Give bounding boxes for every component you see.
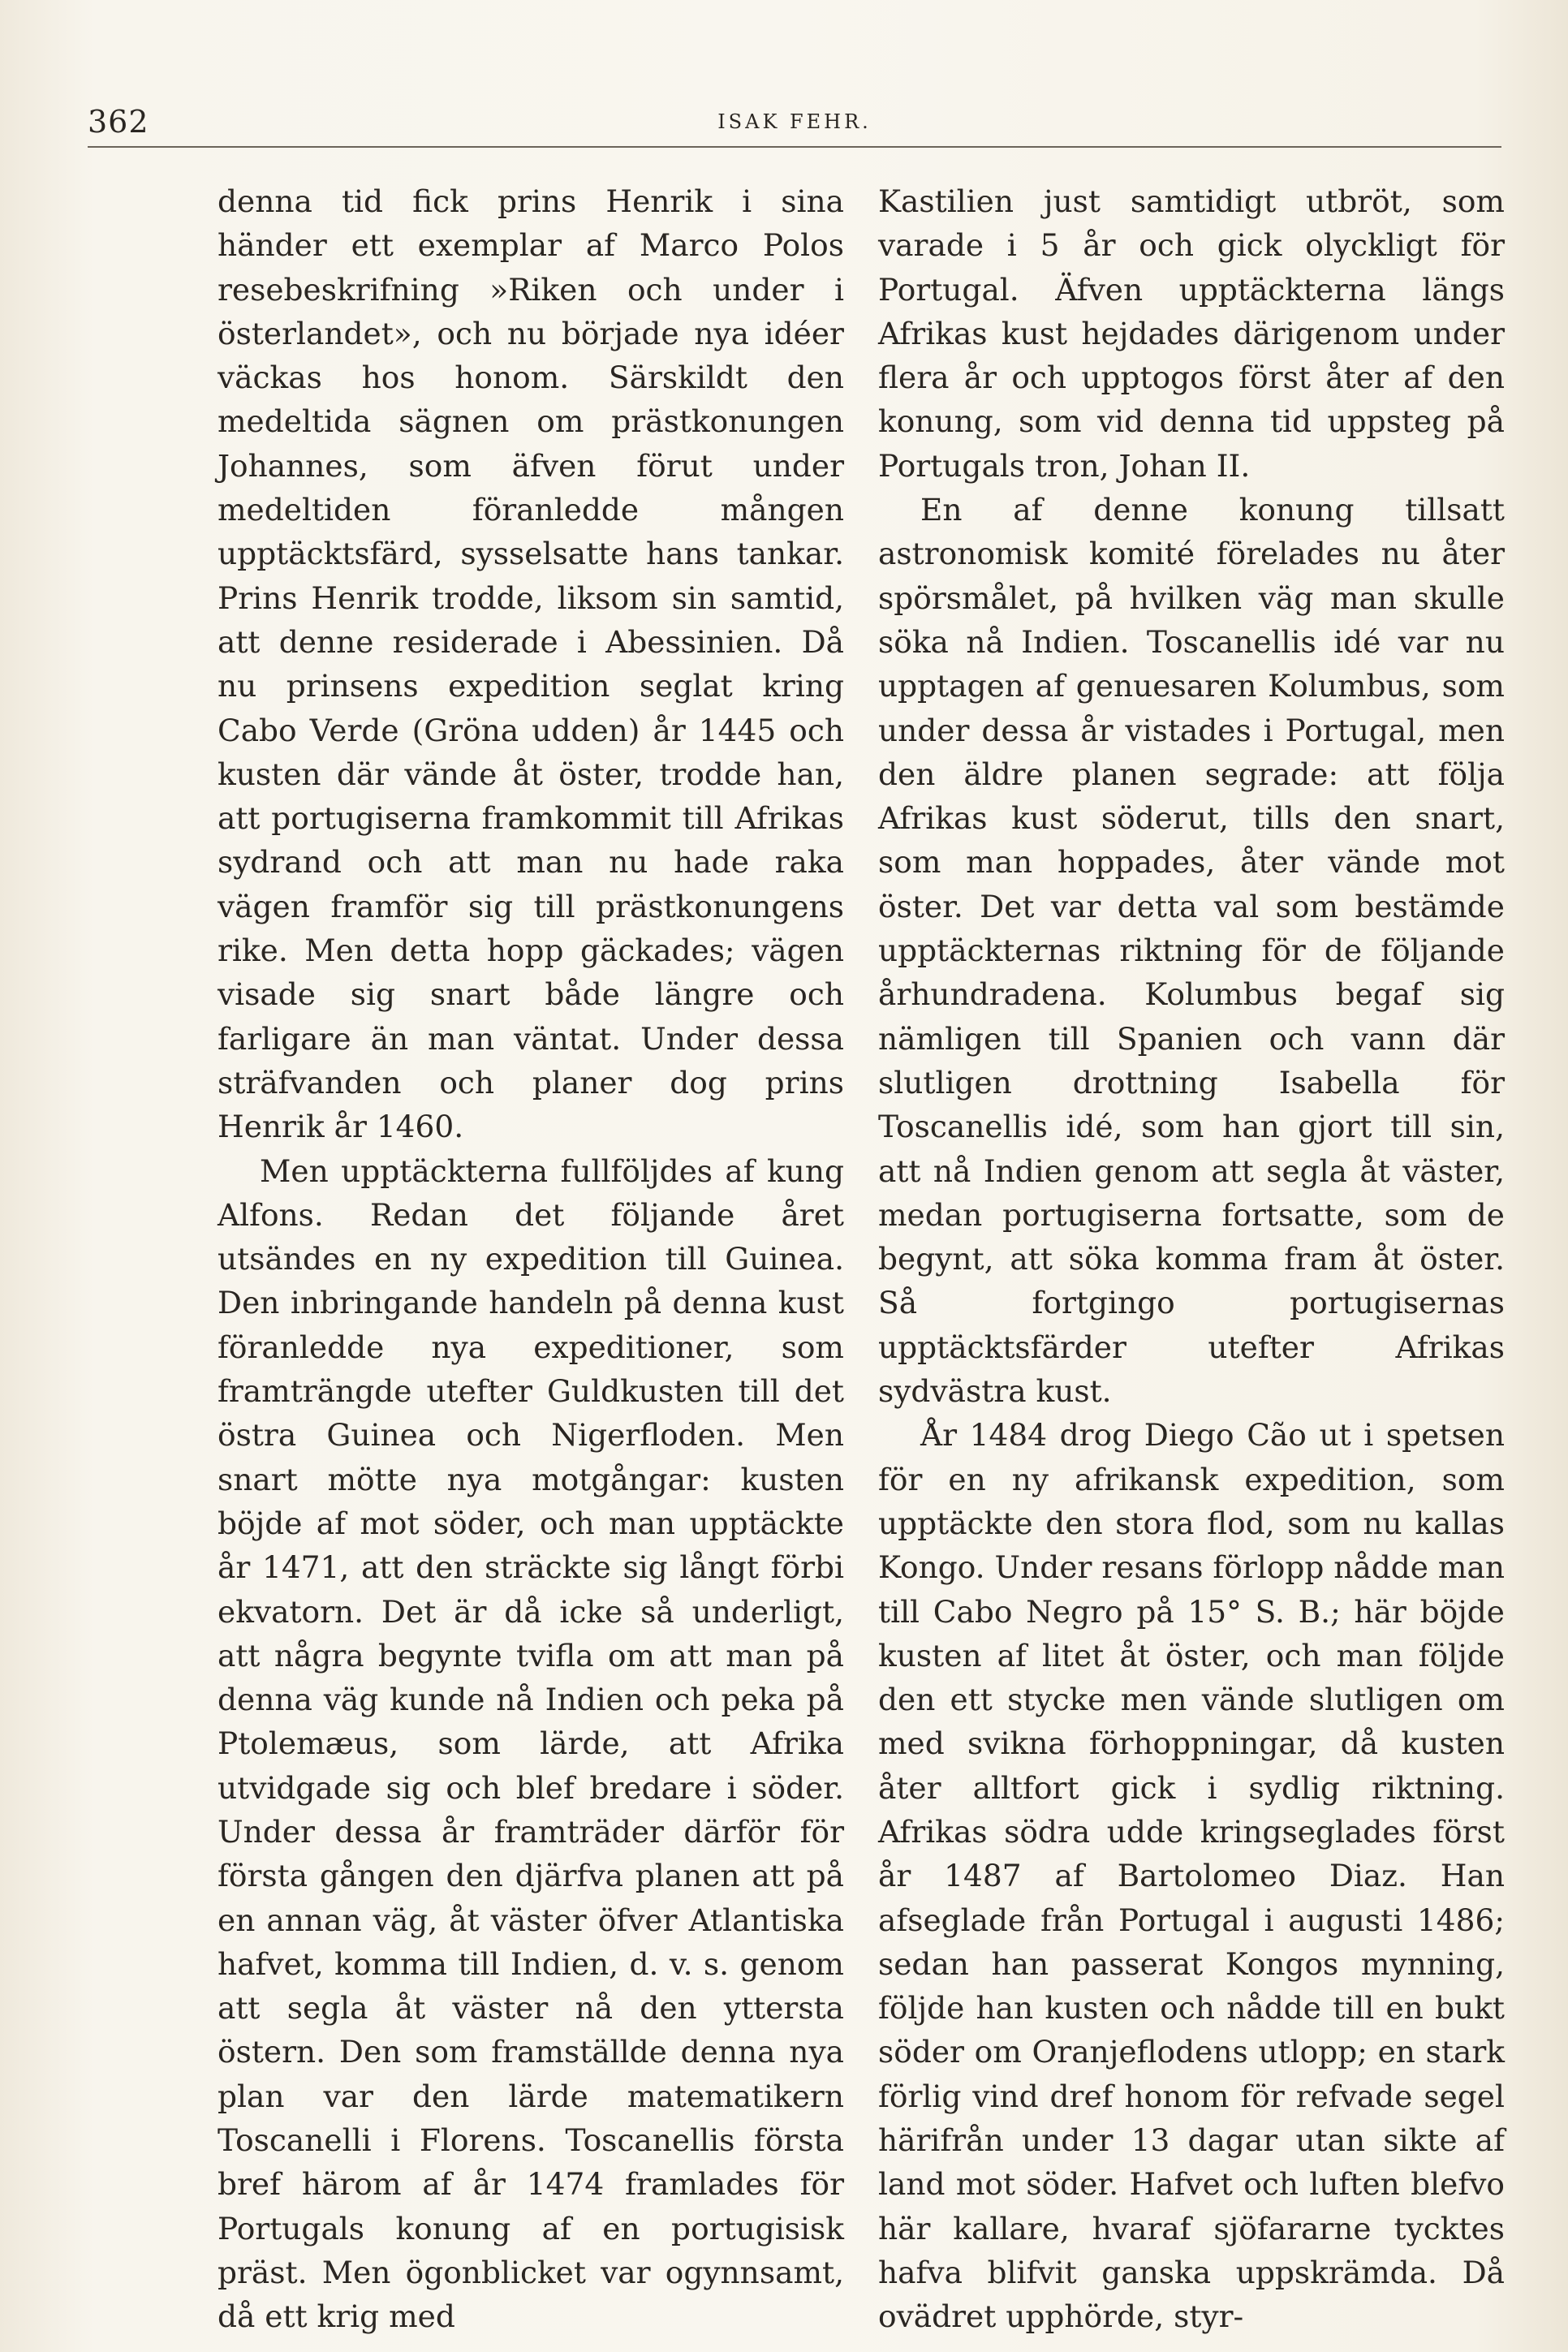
right-column (878, 179, 1505, 2339)
paragraph: En af denne konung tillsatt astronomisk komité förelades nu åter spörsmålet, på hvilken väg man skulle söka nå Indien. Toscanellis idé var nu upptagen af genuesaren Kolumbus, som under dessa år vistades i Portugal, men den äldre planen segrade: att följa Afrikas kust söderut, tills den snart, som man hoppades, åter vände mot öster. Det var detta val som bestämde upptäckternas riktning för de följande århundradena. Kolumbus begaf sig nämligen till Spanien och vann där slutligen drottning Isabella för Toscanellis idé, som han gjort till sin, att nå Indien genom att segla åt väster, medan portugiserna fortsatte, som de begynt, att söka komma fram åt öster. Så fortgingo portugisernas upptäcktsfärder utefter Afrikas sydvästra kust. (878, 492, 1505, 1410)
running-head: ISAK FEHR. (717, 110, 872, 133)
page-number: 362 (88, 104, 149, 140)
paragraph: Kastilien just samtidigt utbröt, som varade i 5 år och gick olyckligt för Portugal. Äfven upptäckterna längs Afrikas kust hejdades därigenom under flera år och upptogos först åter af den konung, som vid denna tid uppsteg på Portugals tron, Johan II. (878, 183, 1505, 484)
paragraph: Men upptäckterna fullföljdes af kung Alfons. Redan det följande året utsändes en ny expedition till Guinea. Den inbringande handeln på denna kust föranledde nya expeditioner, som framträngde utefter Guldkusten till det östra Guinea och Nigerfloden. Men snart mötte nya motgångar: kusten böjde af mot söder, och man upptäckte år 1471, att den sträckte sig långt förbi ekvatorn. Det är då icke så underligt, att några begynte tvifla om att man på denna väg kunde nå Indien och peka på Ptolemæus, som lärde, att Afrika utvidgade sig och blef bredare i söder. Under dessa år framträder därför för första gången den djärfva planen att på en annan väg, åt väster öfver Atlantiska hafvet, komma till Indien, d. v. s. genom att segla åt väster nå den yttersta östern. Den som framställde denna nya plan var den lärde matematikern Toscanelli i Florens. Toscanellis första bref härom af år 1474 framlades för Portugals konung af en portugisisk präst. Men ögonblicket var ogynnsamt, då ett krig med (218, 1152, 844, 2335)
page-header (88, 104, 1501, 148)
paragraph: denna tid fick prins Henrik i sina händer ett exemplar af Marco Polos resebeskrifning »Riken och under i österlandet», och nu började nya idéer väckas hos honom. Särskildt den medeltida sägnen om prästkonungen Johannes, som äfven förut under medeltiden föranledde mången upptäcktsfärd, sysselsatte hans tankar. Prins Henrik trodde, liksom sin samtid, att denne residerade i Abessinien. Då nu prinsens expedition seglat kring Cabo Verde (Gröna udden) år 1445 och kusten där vände åt öster, trodde han, att portugiserna framkommit till Afrikas sydrand och att man nu hade raka vägen framför sig till prästkonungens rike. Men detta hopp gäckades; vägen visade sig snart både längre och farligare än man väntat. Under dessa sträfvanden och planer dog prins Henrik år 1460. (218, 183, 844, 1145)
left-column (218, 179, 844, 2339)
paragraph: År 1484 drog Diego Cão ut i spetsen för en ny afrikansk expedition, som upptäckte den stora flod, som nu kallas Kongo. Under resans förlopp nådde man till Cabo Negro på 15° S. B.; här böjde kusten af litet åt öster, och man följde den ett stycke men vände slutligen om med svikna förhoppningar, då kusten åter alltfort gick i sydlig riktning. Afrikas södra udde kringseglades först år 1487 af Bartolomeo Diaz. Han afseglade från Portugal i augusti 1486; sedan han passerat Kongos mynning, följde han kusten och nådde till en bukt söder om Oranjeflodens utlopp; en stark förlig vind dref honom för refvade segel härifrån under 13 dagar utan sikte af land mot söder. Hafvet och luften blefvo här kallare, hvaraf sjöfararne tycktes hafva blifvit ganska uppskrämda. Då ovädret upphörde, styr- (878, 1417, 1505, 2335)
